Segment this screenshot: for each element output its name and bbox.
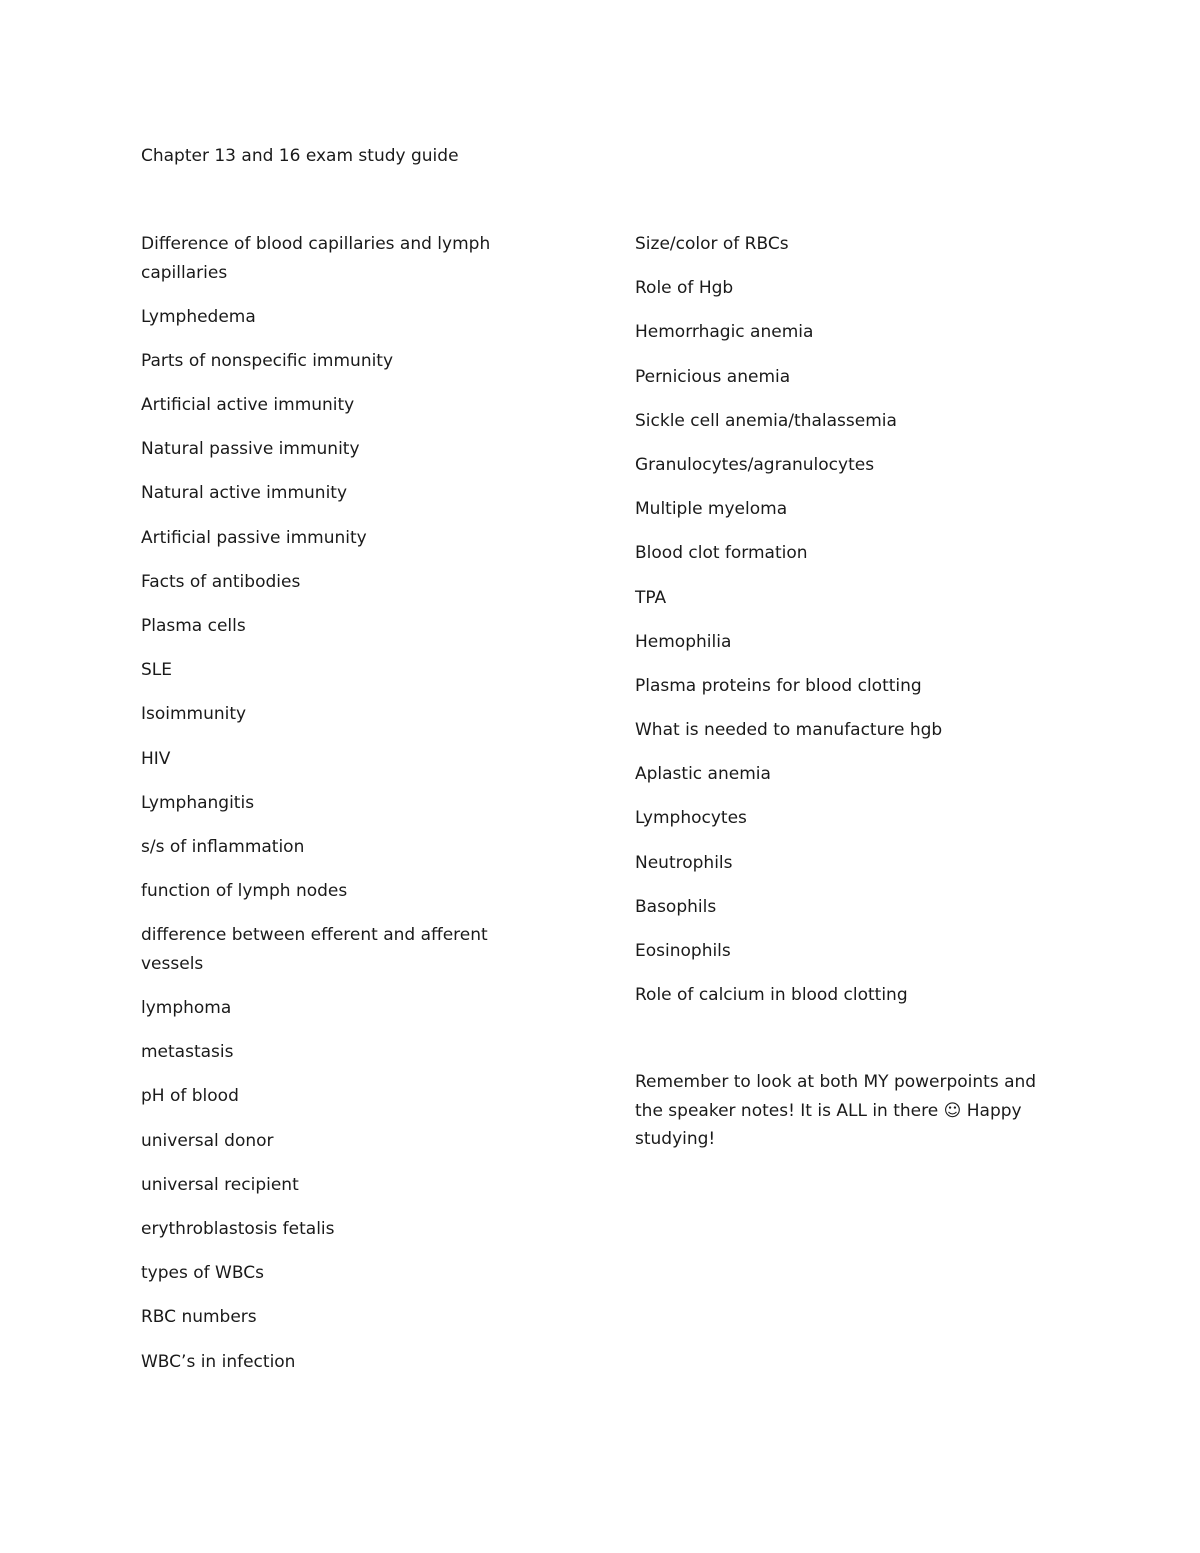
list-item: Lymphedema	[141, 306, 256, 327]
list-item: Role of calcium in blood clotting	[635, 985, 908, 1006]
list-item: function of lymph nodes	[141, 881, 348, 902]
list-item: Size/color of RBCs	[635, 234, 789, 254]
list-item: Facts of antibodies	[141, 571, 301, 592]
list-item: Granulocytes/agranulocytes	[635, 454, 875, 475]
list-item: pH of blood	[141, 1086, 239, 1107]
list-item: Lymphocytes	[635, 808, 747, 829]
closing-note: Remember to look at both MY powerpoints and the speaker notes! It is ALL in there ☺ Happy studying!	[635, 1072, 1037, 1149]
list-item: Plasma proteins for blood clotting	[635, 675, 922, 696]
list-item: Neutrophils	[635, 852, 733, 873]
list-item: Difference of blood capillaries and lymph capillaries	[141, 234, 491, 283]
list-item: RBC numbers	[141, 1307, 257, 1328]
list-item: Natural active immunity	[141, 483, 348, 504]
list-item: Pernicious anemia	[635, 366, 791, 387]
list-item: Sickle cell anemia/thalassemia	[635, 410, 897, 431]
list-item: Basophils	[635, 896, 717, 917]
list-item: difference between efferent and afferent vessels	[141, 925, 488, 974]
list-item: Role of Hgb	[635, 278, 734, 299]
left-topic-list	[141, 230, 511, 1392]
list-item: Plasma cells	[141, 616, 246, 636]
list-item: s/s of inflammation	[141, 836, 305, 857]
list-item: Multiple myeloma	[635, 499, 788, 520]
list-item: Natural passive immunity	[141, 439, 360, 460]
list-item: WBC’s in infection	[141, 1351, 296, 1372]
list-item: Lymphangitis	[141, 792, 255, 813]
list-item: universal donor	[141, 1130, 274, 1151]
list-item: types of WBCs	[141, 1263, 264, 1284]
list-item: Isoimmunity	[141, 704, 247, 725]
list-item: lymphoma	[141, 998, 232, 1018]
list-item: Artificial passive immunity	[141, 527, 367, 548]
list-item: What is needed to manufacture hgb	[635, 720, 943, 741]
list-item: Blood clot formation	[635, 543, 808, 564]
list-item: universal recipient	[141, 1174, 299, 1195]
list-item: SLE	[141, 660, 173, 681]
list-item: TPA	[635, 587, 667, 608]
list-item: Artificial active immunity	[141, 395, 355, 416]
list-item: metastasis	[141, 1042, 234, 1063]
list-item: Eosinophils	[635, 941, 731, 961]
list-item: erythroblastosis fetalis	[141, 1218, 335, 1239]
list-item: Aplastic anemia	[635, 764, 771, 785]
page-title: Chapter 13 and 16 exam study guide	[141, 146, 459, 166]
list-item: Hemophilia	[635, 631, 732, 652]
list-item: Hemorrhagic anemia	[635, 322, 814, 343]
list-item: Parts of nonspecific immunity	[141, 350, 394, 371]
list-item: HIV	[141, 748, 171, 769]
right-topic-list	[635, 230, 1065, 1025]
